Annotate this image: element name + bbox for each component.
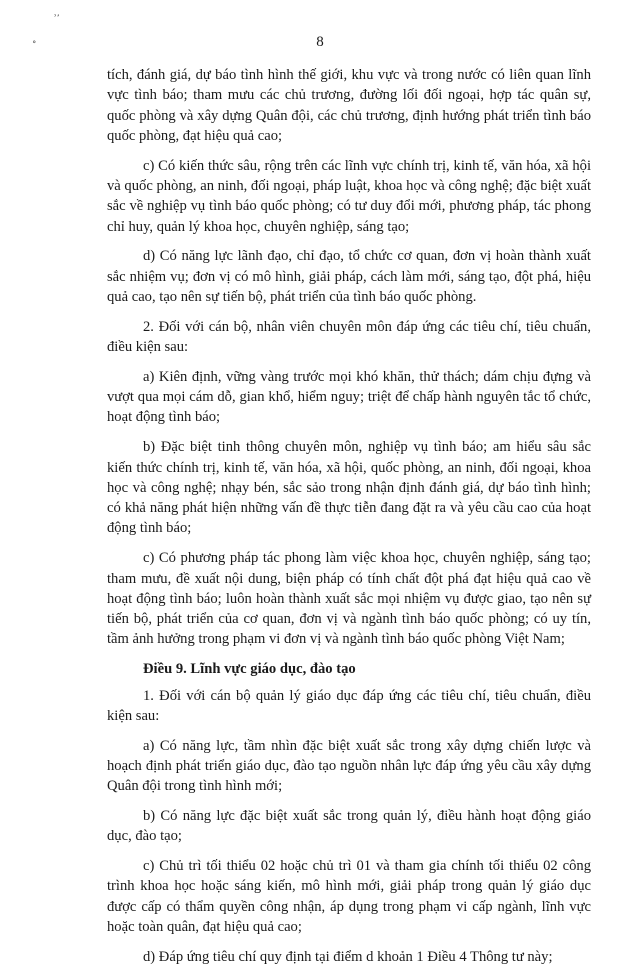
paragraph-item-b: b) Có năng lực đặc biệt xuất sắc trong quản lý, điều hành hoạt động giáo dục, đào tạo; — [107, 808, 591, 845]
paragraph-item-a: a) Kiên định, vững vàng trước mọi khó khăn, thử thách; dám chịu đựng và vượt qua mọi cám dỗ, gian khổ, hiểm nguy; triệt để chấp hành nguyên tắc tổ chức, hoạt động tình báo; — [107, 368, 591, 426]
paragraph-item-c: c) Có phương pháp tác phong làm việc khoa học, chuyên nghiệp, sáng tạo; tham mưu, đề xuất nội dung, biện pháp có tính chất đột phá đạt hiệu quả cao về hoạt động tình báo; luôn hoàn thành xuất sắc mọi nhiệm vụ được giao, tạo nên sự tiến bộ, phát triển của cơ quan, đơn vị và ngành tình báo quốc phòng; có uy tín, tầm ảnh hưởng trong phạm vi đơn vị và ngành tình báo quốc phòng Việt Nam; — [107, 550, 591, 648]
paragraph-clause-1: 1. Đối với cán bộ quản lý giáo dục đáp ứng các tiêu chí, tiêu chuẩn, điều kiện sau: — [107, 687, 591, 724]
paragraph-continuation: tích, đánh giá, dự báo tình hình thế giới, khu vực và trong nước có liên quan lĩnh vực tình báo; tham mưu các chủ trương, đường lối đối ngoại, hợp tác quân sự, quốc phòng và xây dựng Quân đội, các chủ trương, định hướng phát triển tình báo quốc phòng, đạt hiệu quả cao; — [107, 67, 591, 144]
paragraph-item-d: d) Có năng lực lãnh đạo, chỉ đạo, tổ chức cơ quan, đơn vị hoàn thành xuất sắc nhiệm vụ; đơn vị có mô hình, giải pháp, cách làm mới, sáng tạo, đột phá, hiệu quả cao, tạo nên sự tiến bộ, phát triển của tình báo quốc phòng. — [107, 248, 591, 305]
scan-mark: ʾʼ — [54, 14, 60, 24]
paragraph-item-c: c) Có kiến thức sâu, rộng trên các lĩnh vực chính trị, kinh tế, văn hóa, xã hội và quốc phòng, an ninh, đối ngoại, pháp luật, khoa học và công nghệ; đặc biệt xuất sắc về nghiệp vụ tình báo quốc phòng; có tư duy đổi mới, phương pháp, tác phong chỉ huy, quản lý khoa học, chuyên nghiệp, sáng tạo; — [107, 157, 591, 235]
paragraph-item-c: c) Chủ trì tối thiểu 02 hoặc chủ trì 01 và tham gia chính tối thiểu 02 công trình khoa học hoặc sáng kiến, mô hình mới, giải pháp trong quản lý giáo dục được cấp có thẩm quyền công nhận, áp dụng trong phạm vi cấp ngành, lĩnh vực hoặc toàn quân, đạt hiệu quả cao; — [107, 858, 591, 935]
paragraph-item-b: b) Đặc biệt tinh thông chuyên môn, nghiệp vụ tình báo; am hiểu sâu sắc kiến thức chính trị, kinh tế, văn hóa, xã hội, quốc phòng, an ninh, đối ngoại, khoa học và công nghệ; nhạy bén, sắc sảo trong nhận định đánh giá, dự báo tình hình; có khả năng phát hiện những vấn đề thực tiễn đang đặt ra và yêu cầu cao của hoạt động tình báo; — [107, 439, 591, 537]
page-number: 8 — [316, 34, 324, 50]
document-body — [107, 65, 591, 977]
article-heading: Điều 9. Lĩnh vực giáo dục, đào tạo — [143, 661, 356, 678]
paragraph-item-a: a) Có năng lực, tầm nhìn đặc biệt xuất sắc trong xây dựng chiến lược và hoạch định phát triển giáo dục, đào tạo nguồn nhân lực đáp ứng yêu cầu xây dựng Quân đội trong tình hình mới; — [107, 737, 591, 795]
paragraph-clause-2: 2. Đối với cán bộ, nhân viên chuyên môn đáp ứng các tiêu chí, tiêu chuẩn, điều kiện sau: — [107, 318, 591, 356]
scan-mark: ˳ — [32, 34, 37, 44]
paragraph-item-d: d) Đáp ứng tiêu chí quy định tại điểm d khoản 1 Điều 4 Thông tư này; — [143, 948, 553, 965]
